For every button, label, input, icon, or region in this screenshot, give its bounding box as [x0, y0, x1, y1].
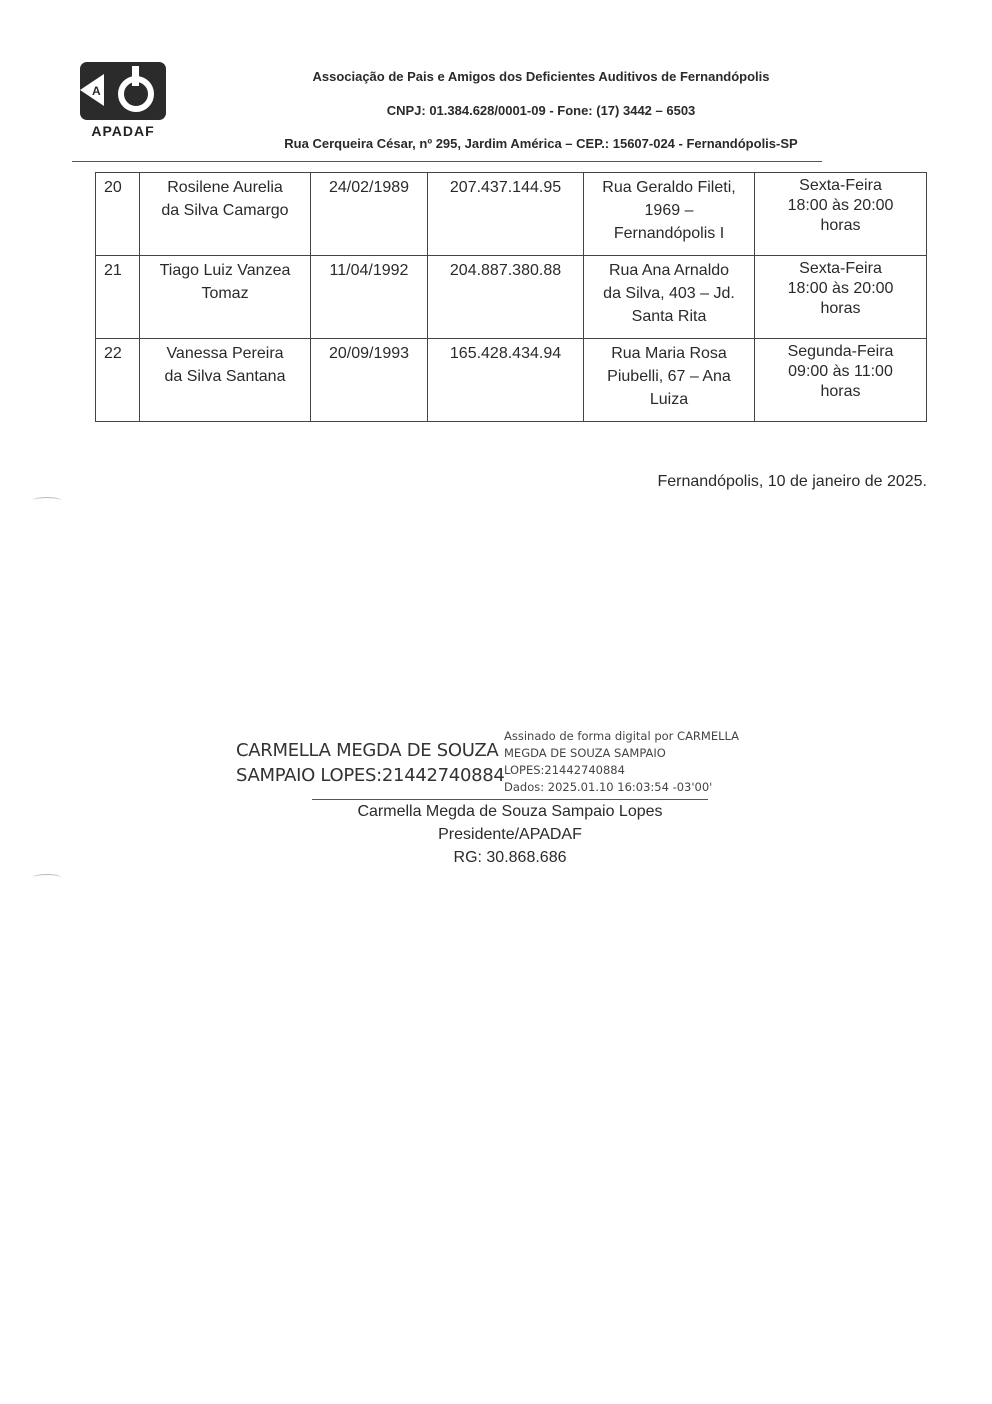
row-number: 20: [96, 173, 140, 256]
participant-address: Rua Maria Rosa Piubelli, 67 – Ana Luiza: [584, 339, 755, 422]
birth-date: 24/02/1989: [311, 173, 428, 256]
svg-text:A: A: [92, 84, 101, 98]
schedule: Segunda-Feira 09:00 às 11:00 horas: [755, 339, 927, 422]
signatory-role: Presidente/APADAF: [438, 826, 582, 843]
digital-signature-name: CARMELLA MEGDA DE SOUZA SAMPAIO LOPES:21442740884: [236, 740, 505, 786]
schedule: Sexta-Feira 18:00 às 20:00 horas: [755, 173, 927, 256]
signatory-rg: RG: 30.868.686: [453, 849, 567, 866]
participant-name: Tiago Luiz Vanzea Tomaz: [140, 256, 311, 339]
birth-date: 11/04/1992: [311, 256, 428, 339]
participant-address: Rua Ana Arnaldo da Silva, 403 – Jd. Santa Rita: [584, 256, 755, 339]
table-row: [96, 256, 927, 339]
participant-name: Vanessa Pereira da Silva Santana: [140, 339, 311, 422]
header-divider: [72, 161, 822, 162]
document-number: 207.437.144.95: [428, 173, 584, 256]
row-number: 22: [96, 339, 140, 422]
place-date: Fernandópolis, 10 de janeiro de 2025.: [657, 473, 927, 490]
org-address: Rua Cerqueira César, nº 295, Jardim América – CEP.: 15607-024 - Fernandópolis-SP: [284, 136, 798, 151]
participant-address: Rua Geraldo Fileti, 1969 – Fernandópolis I: [584, 173, 755, 256]
org-name: Associação de Pais e Amigos dos Deficientes Auditivos de Fernandópolis: [312, 69, 770, 84]
table-row: [96, 339, 927, 422]
scan-mark: [33, 497, 61, 504]
birth-date: 20/09/1993: [311, 339, 428, 422]
signatory-block: [312, 800, 708, 869]
scan-mark: [33, 874, 61, 881]
table-row: [96, 173, 927, 256]
logo-wordmark: APADAF: [91, 123, 155, 139]
row-number: 21: [96, 256, 140, 339]
document-number: 204.887.380.88: [428, 256, 584, 339]
digital-signature-details: Assinado de forma digital por CARMELLA MEGDA DE SOUZA SAMPAIO LOPES:21442740884 Dados: 2025.01.10 16:03:54 -03'00': [504, 729, 740, 794]
participants-table: [95, 172, 927, 422]
cnpj-phone: CNPJ: 01.384.628/0001-09 - Fone: (17) 3442 – 6503: [386, 103, 696, 118]
signatory-name: Carmella Megda de Souza Sampaio Lopes: [357, 803, 663, 820]
document-number: 165.428.434.94: [428, 339, 584, 422]
schedule: Sexta-Feira 18:00 às 20:00 horas: [755, 256, 927, 339]
participant-name: Rosilene Aurelia da Silva Camargo: [140, 173, 311, 256]
